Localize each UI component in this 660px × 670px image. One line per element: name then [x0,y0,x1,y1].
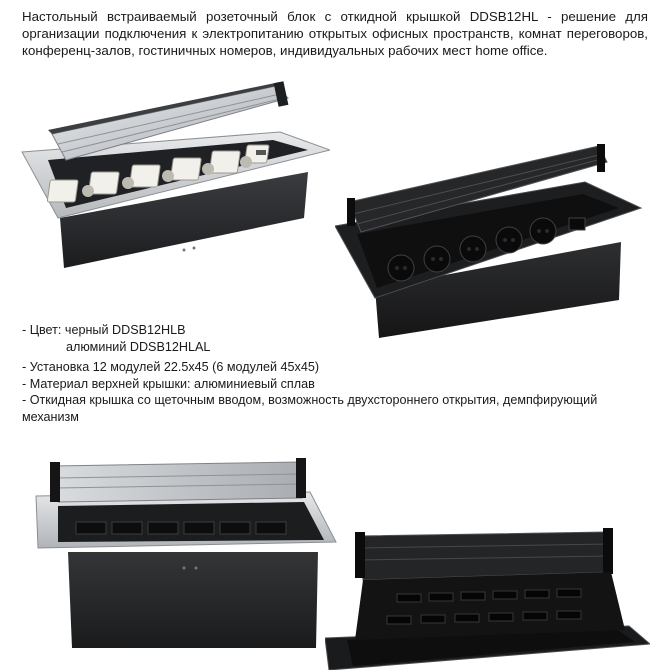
product-photo-black-empty [325,520,650,670]
spec-list [22,322,648,426]
product-photo-aluminium-empty [18,452,338,652]
product-photo-black-sockets [335,138,645,338]
product-photo-aluminium-sockets [18,68,330,274]
spec-lid-material: - Материал верхней крышки: алюминиевый сплав [22,376,315,391]
spec-lid-features: - Откидная крышка со щеточным вводом, возможность двухстороннего открытия, демпфирующий механизм [22,393,598,424]
spec-color-aluminium: алюминий DDSB12HLAL [66,339,211,354]
intro-paragraph: Настольный встраиваемый розеточный блок с откидной крышкой DDSB12HL - решение для организации подключения к электропитанию открытых офисных пространств, комнат переговоров, конференц-залов, гостиничных номеров, индивидуальных рабочих мест home office. [22,9,648,58]
spec-color-black: - Цвет: черный DDSB12HLB [22,323,186,337]
spec-install: - Установка 12 модулей 22.5x45 (6 модулей 45x45) [22,360,320,375]
